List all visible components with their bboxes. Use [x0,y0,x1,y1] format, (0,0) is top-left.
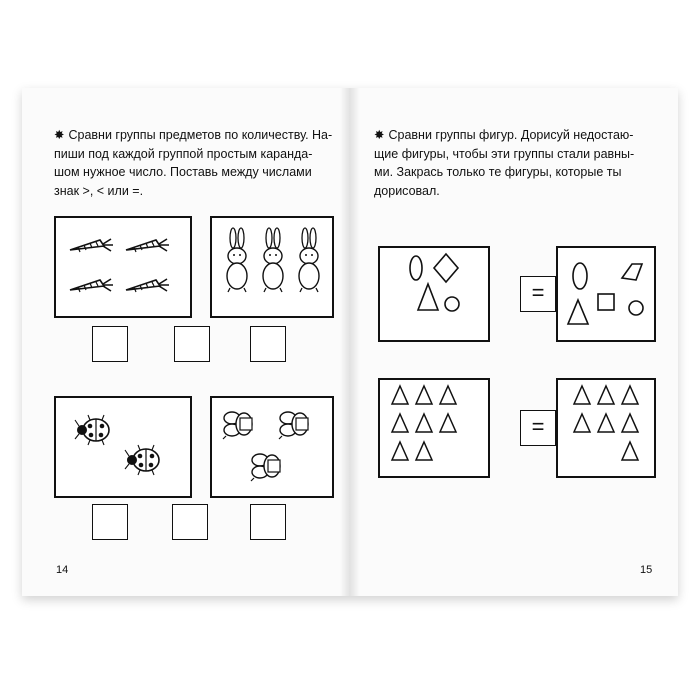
left-instruction-line-2: пиши под каждой группой простым каранда- [54,146,313,161]
shapes-box-row1-left [378,246,490,342]
carrot-group [56,218,194,320]
carrot-icon [70,239,113,252]
triangle-shape [574,386,590,404]
answer-box-carrots[interactable] [92,326,128,362]
book-spine-shadow [340,88,360,596]
triangle-shape [574,414,590,432]
shapes-box-row1-right [556,246,656,342]
carrot-group-box [54,216,192,318]
oval-shape [573,263,587,289]
open-workbook [22,88,678,596]
carrot-icon [126,279,169,292]
diamond-shape [434,254,458,282]
ladybug-icon [125,445,159,475]
right-page-number: 15 [640,564,653,576]
triangle-shape [392,442,408,460]
triangle-shape [598,414,614,432]
ladybug-icon [75,415,109,445]
left-instruction-line-4: знак >, < или =. [54,183,144,198]
rabbit-group-box [210,216,334,318]
rabbit-group [212,218,336,320]
triangle-shape [392,386,408,404]
shapes-row2-right [558,380,658,480]
shapes-box-row2-left [378,378,490,478]
shapes-box-row2-right [556,378,656,478]
answer-box-ladybugs[interactable] [92,504,128,540]
left-page [22,88,350,596]
shapes-row1-right [558,248,658,344]
circle-shape [445,297,459,311]
triangle-shape [416,386,432,404]
triangle-shape [392,414,408,432]
circle-shape [629,301,643,315]
butterfly-icon [279,412,308,439]
rabbit-icon [299,228,319,292]
butterfly-group [212,398,336,500]
triangle-shape [440,414,456,432]
triangle-shape [416,442,432,460]
triangle-shape [440,386,456,404]
butterfly-icon [223,412,252,439]
sign-box-row-2[interactable] [172,504,208,540]
star-bullet-icon: ✸ [54,128,65,142]
right-instruction-line-2: щие фигуры, чтобы эти группы стали равны- [374,146,635,161]
right-instruction [374,126,670,200]
right-instruction-line-1: Сравни группы фигур. Дорисуй недостаю- [388,128,634,142]
triangle-shape [568,300,588,324]
right-page [350,88,678,596]
carrot-icon [70,279,113,292]
right-instruction-line-3: ми. Закрась только те фигуры, которые ты [374,165,622,179]
left-instruction-line-3: шом нужное число. Поставь между числами [54,165,312,179]
triangle-shape [622,414,638,432]
triangle-shape [622,386,638,404]
triangle-shape [418,284,438,310]
star-bullet-icon: ✸ [374,128,385,142]
shapes-row2-left [380,380,492,480]
carrot-icon [126,239,169,252]
shapes-row1-left [380,248,492,344]
ladybug-group-box [54,396,192,498]
equals-sign-row-2: = [520,410,556,446]
rabbit-icon [227,228,247,292]
answer-box-butterflies[interactable] [250,504,286,540]
oval-shape [410,256,422,280]
triangle-shape [598,386,614,404]
butterfly-group-box [210,396,334,498]
triangle-shape [622,442,638,460]
ladybug-group [56,398,194,500]
answer-box-rabbits[interactable] [250,326,286,362]
left-instruction [54,126,344,200]
triangle-shape [416,414,432,432]
equals-sign-row-1: = [520,276,556,312]
butterfly-icon [251,454,280,481]
sign-box-row-1[interactable] [174,326,210,362]
left-page-number: 14 [56,564,69,576]
right-instruction-line-4: дорисовал. [374,183,440,198]
diamond-shape [622,264,642,280]
square-shape [598,294,614,310]
rabbit-icon [263,228,283,292]
left-instruction-line-1: Сравни группы предметов по количеству. На- [68,128,333,142]
